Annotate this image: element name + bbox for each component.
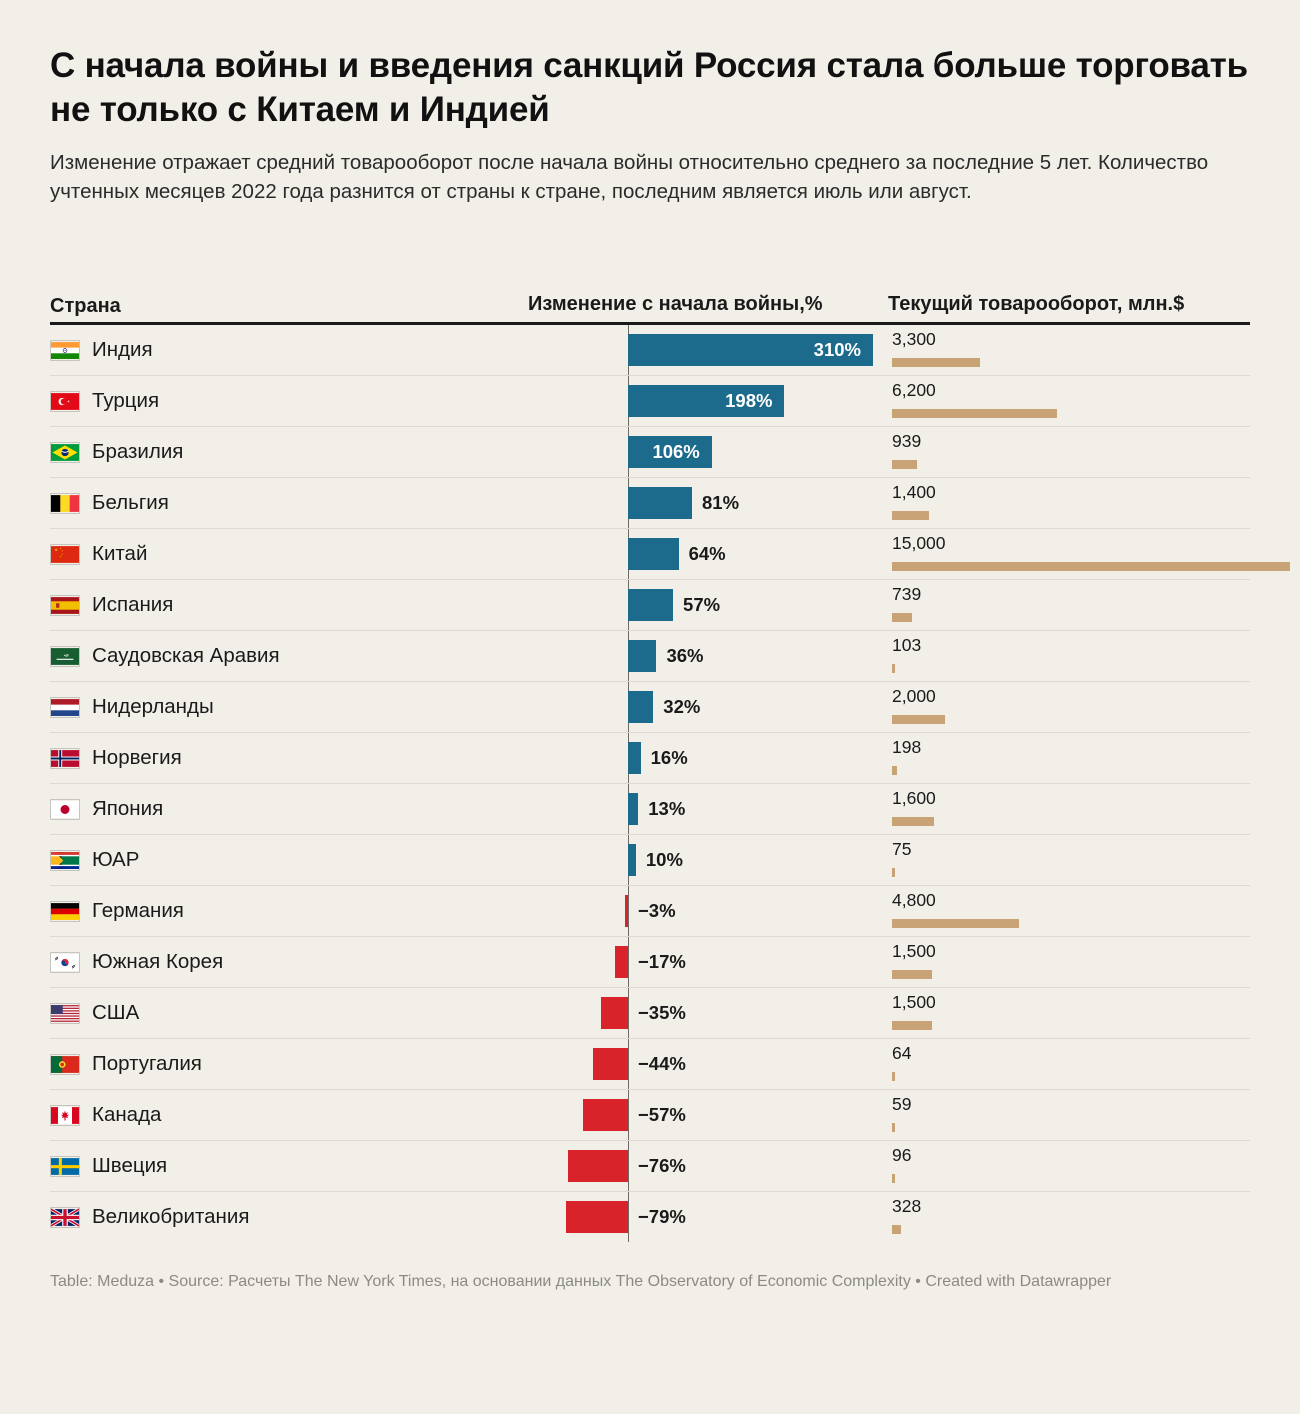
change-value: 310% [813, 339, 861, 361]
table-row [50, 631, 1250, 682]
country-label: Испания [92, 593, 174, 617]
turnover-bar [892, 715, 945, 724]
change-value: −57% [638, 1104, 686, 1126]
change-value: −76% [638, 1155, 686, 1177]
zero-baseline [628, 937, 629, 987]
change-value: 106% [652, 441, 700, 463]
flag-spain-icon [50, 595, 80, 616]
country-label: Канада [92, 1103, 162, 1127]
change-bar [628, 589, 673, 621]
country-cell [50, 886, 528, 936]
change-value: 57% [683, 594, 721, 616]
change-cell [528, 784, 888, 834]
table-body [50, 325, 1250, 1242]
change-cell [528, 631, 888, 681]
table-row [50, 427, 1250, 478]
table-row [50, 529, 1250, 580]
table-row [50, 580, 1250, 631]
change-bar [568, 1150, 628, 1182]
turnover-bar [892, 1174, 895, 1183]
flag-canada-icon [50, 1105, 80, 1126]
turnover-cell [888, 427, 1250, 477]
change-bar [625, 895, 628, 927]
column-header-country: Страна [50, 295, 121, 318]
turnover-bar [892, 817, 934, 826]
turnover-value: 4,800 [892, 890, 936, 911]
turnover-bar [892, 970, 932, 979]
change-bar [628, 844, 636, 876]
country-cell [50, 529, 528, 579]
table-row [50, 478, 1250, 529]
flag-germany-icon [50, 901, 80, 922]
country-cell [50, 733, 528, 783]
country-label: Бразилия [92, 440, 184, 464]
change-cell [528, 580, 888, 630]
turnover-value: 3,300 [892, 329, 936, 350]
turnover-value: 15,000 [892, 533, 946, 554]
turnover-cell [888, 937, 1250, 987]
turnover-bar [892, 1123, 895, 1132]
change-bar [628, 793, 638, 825]
table-row [50, 784, 1250, 835]
country-cell [50, 1090, 528, 1140]
turnover-bar [892, 766, 897, 775]
flag-brazil-icon [50, 442, 80, 463]
zero-baseline [628, 886, 629, 936]
flag-south-korea-icon [50, 952, 80, 973]
change-bar [628, 538, 679, 570]
page-subtitle: Изменение отражает средний товарооборот после начала войны относительно среднего за последние 5 лет. Количество учтенных месяцев 2022 года разнится от страны к стране, последним является июль или август. [50, 151, 1209, 204]
country-label: США [92, 1001, 140, 1025]
flag-portugal-icon [50, 1054, 80, 1075]
country-cell [50, 325, 528, 375]
turnover-bar [892, 613, 912, 622]
table-row [50, 988, 1250, 1039]
change-bar [583, 1099, 628, 1131]
turnover-cell [888, 682, 1250, 732]
turnover-bar [892, 919, 1019, 928]
turnover-value: 939 [892, 431, 922, 452]
change-cell [528, 937, 888, 987]
country-label: Швеция [92, 1154, 168, 1178]
change-bar [566, 1201, 628, 1233]
turnover-bar [892, 511, 929, 520]
change-cell [528, 835, 888, 885]
change-value: −35% [638, 1002, 686, 1024]
zero-baseline [628, 1090, 629, 1140]
change-value: −79% [638, 1206, 686, 1228]
table-row [50, 682, 1250, 733]
change-bar [601, 997, 628, 1029]
flag-usa-icon [50, 1003, 80, 1024]
country-cell [50, 580, 528, 630]
turnover-value: 1,600 [892, 788, 936, 809]
country-cell [50, 937, 528, 987]
turnover-value: 96 [892, 1145, 912, 1166]
change-value: 13% [648, 798, 686, 820]
change-cell [528, 1090, 888, 1140]
table-row [50, 376, 1250, 427]
country-label: Южная Корея [92, 950, 224, 974]
flag-turkey-icon [50, 391, 80, 412]
turnover-value: 198 [892, 737, 922, 758]
turnover-value: 75 [892, 839, 912, 860]
turnover-value: 1,400 [892, 482, 936, 503]
table-row [50, 1192, 1250, 1242]
table-row [50, 937, 1250, 988]
turnover-bar [892, 409, 1057, 418]
turnover-bar [892, 358, 980, 367]
country-cell [50, 1039, 528, 1089]
change-cell [528, 988, 888, 1038]
turnover-cell [888, 835, 1250, 885]
country-label: Бельгия [92, 491, 169, 515]
turnover-value: 739 [892, 584, 922, 605]
turnover-bar [892, 664, 895, 673]
turnover-cell [888, 529, 1250, 579]
country-label: Китай [92, 542, 148, 566]
country-cell [50, 376, 528, 426]
country-label: Турция [92, 389, 160, 413]
country-cell [50, 427, 528, 477]
turnover-bar [892, 1021, 932, 1030]
svg-text:ﷲ: ﷲ [63, 652, 67, 658]
change-cell [528, 733, 888, 783]
country-label: Саудовская Аравия [92, 644, 280, 668]
country-cell [50, 631, 528, 681]
change-cell [528, 886, 888, 936]
country-cell [50, 1141, 528, 1191]
turnover-cell [888, 988, 1250, 1038]
column-header-turnover: Текущий товарооборот, млн.$ [888, 293, 1185, 316]
turnover-bar [892, 1225, 901, 1234]
turnover-value: 1,500 [892, 992, 936, 1013]
turnover-bar [892, 868, 895, 877]
flag-netherlands-icon [50, 697, 80, 718]
turnover-value: 103 [892, 635, 922, 656]
change-value: 36% [666, 645, 704, 667]
flag-sweden-icon [50, 1156, 80, 1177]
change-bar [615, 946, 628, 978]
change-value: 64% [688, 543, 726, 565]
turnover-value: 328 [892, 1196, 922, 1217]
turnover-bar [892, 460, 917, 469]
flag-norway-icon [50, 748, 80, 769]
table-row [50, 325, 1250, 376]
turnover-cell [888, 478, 1250, 528]
turnover-cell [888, 784, 1250, 834]
chart-footer-credits: Table: Meduza • Source: Расчеты The New York Times, на основании данных The Observatory of Economic Complexity • Created with Datawrapper [50, 1273, 1112, 1291]
country-cell [50, 988, 528, 1038]
change-value: −44% [638, 1053, 686, 1075]
zero-baseline [628, 1192, 629, 1242]
turnover-bar [892, 562, 1290, 571]
turnover-cell [888, 376, 1250, 426]
country-cell [50, 682, 528, 732]
change-bar [593, 1048, 628, 1080]
change-value: −3% [638, 900, 676, 922]
change-cell [528, 1039, 888, 1089]
turnover-cell [888, 631, 1250, 681]
flag-south-africa-icon [50, 850, 80, 871]
table-row [50, 1039, 1250, 1090]
table-row [50, 886, 1250, 937]
turnover-cell [888, 1192, 1250, 1242]
turnover-cell [888, 733, 1250, 783]
turnover-value: 59 [892, 1094, 912, 1115]
turnover-cell [888, 580, 1250, 630]
turnover-value: 64 [892, 1043, 912, 1064]
change-bar [628, 691, 653, 723]
country-cell [50, 1192, 528, 1242]
change-bar [628, 742, 641, 774]
turnover-cell [888, 1039, 1250, 1089]
turnover-value: 1,500 [892, 941, 936, 962]
change-cell [528, 529, 888, 579]
change-bar [628, 640, 656, 672]
change-cell [528, 1141, 888, 1191]
change-cell [528, 427, 888, 477]
table-row [50, 835, 1250, 886]
country-label: Норвегия [92, 746, 182, 770]
turnover-cell [888, 886, 1250, 936]
flag-belgium-icon [50, 493, 80, 514]
table-row [50, 1141, 1250, 1192]
country-cell [50, 478, 528, 528]
country-cell [50, 784, 528, 834]
change-value: 10% [645, 849, 683, 871]
country-label: Германия [92, 899, 184, 923]
country-label: Великобритания [92, 1205, 250, 1229]
change-value: 198% [725, 390, 773, 412]
flag-uk-icon [50, 1207, 80, 1228]
table-row [50, 733, 1250, 784]
change-cell [528, 325, 888, 375]
change-cell [528, 682, 888, 732]
change-cell [528, 1192, 888, 1242]
turnover-cell [888, 325, 1250, 375]
turnover-value: 2,000 [892, 686, 936, 707]
change-value: 16% [650, 747, 688, 769]
zero-baseline [628, 1141, 629, 1191]
country-cell [50, 835, 528, 885]
zero-baseline [628, 988, 629, 1038]
flag-japan-icon [50, 799, 80, 820]
flag-china-icon [50, 544, 80, 565]
turnover-value: 6,200 [892, 380, 936, 401]
change-cell [528, 376, 888, 426]
country-label: ЮАР [92, 848, 140, 872]
flag-india-icon [50, 340, 80, 361]
chart-table [50, 244, 1250, 1242]
change-value: −17% [638, 951, 686, 973]
table-header [50, 244, 1250, 322]
country-label: Нидерланды [92, 695, 214, 719]
change-value: 32% [663, 696, 701, 718]
country-label: Япония [92, 797, 164, 821]
page-title: С начала войны и введения санкций Россия стала больше торговать не только с Китаем и Индией [50, 46, 1248, 130]
change-value: 81% [702, 492, 740, 514]
flag-saudi-arabia-icon [50, 646, 80, 667]
change-cell [528, 478, 888, 528]
turnover-bar [892, 1072, 895, 1081]
country-label: Индия [92, 338, 153, 362]
zero-baseline [628, 1039, 629, 1089]
table-row [50, 1090, 1250, 1141]
column-header-change: Изменение с начала войны,% [528, 293, 823, 316]
country-label: Португалия [92, 1052, 202, 1076]
turnover-cell [888, 1090, 1250, 1140]
change-bar [628, 487, 692, 519]
turnover-cell [888, 1141, 1250, 1191]
